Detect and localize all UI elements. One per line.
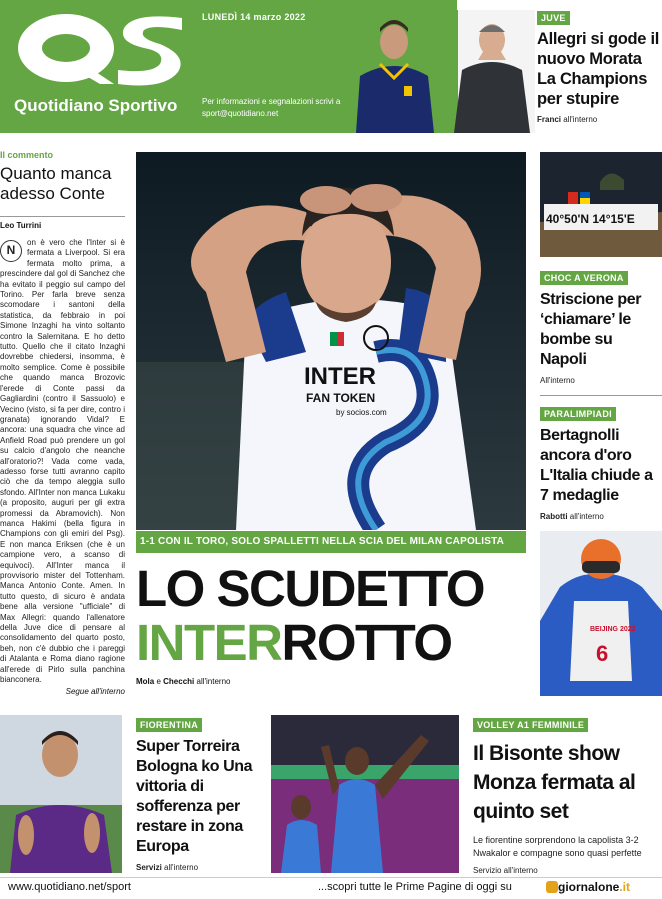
verona-title: Striscione per ‘chiamare’ le bombe su Napoli bbox=[540, 291, 642, 368]
editorial-dropcap: N bbox=[0, 240, 22, 262]
juve-tag: JUVE bbox=[537, 11, 570, 25]
volley-title: Il Bisonte show Monza fermata al quinto set bbox=[473, 742, 636, 823]
juventus-players-photo bbox=[350, 10, 535, 133]
footer-site-link[interactable]: www.quotidiano.net/sport bbox=[8, 881, 131, 893]
fiorentina-signature: Servizi all'interno bbox=[136, 863, 199, 872]
verona-tag: CHOC A VERONA bbox=[540, 271, 628, 285]
paralympics-title: Bertagnolli ancora d'oro L'Italia chiude a 7 medaglie bbox=[540, 427, 653, 504]
editorial-title: Quanto manca adesso Conte bbox=[0, 164, 112, 203]
right-column bbox=[540, 152, 662, 700]
main-story-kicker: 1-1 CON IL TORO, SOLO SPALLETTI NELLA SCIA DEL MILAN CAPOLISTA bbox=[136, 531, 526, 553]
headline-green: INTER bbox=[136, 614, 282, 671]
verona-story[interactable] bbox=[540, 268, 662, 385]
verona-banner-photo bbox=[540, 152, 662, 257]
banner-text: 40°50'N 14°15'E bbox=[546, 212, 635, 226]
editorial-column[interactable] bbox=[0, 150, 125, 698]
editorial-text: on è vero che l'Inter si è fermata a Liverpool. Si era fermata molto prima, a prescindere dal gol di Sanchez che ha evitato il peggio sul campo del Torino. Per farla breve senza scomodare i santoni della statistica, da febbraio in poi Simone Inzaghi ha vinto soltanto contro la Salernitana. E ho detto tutto. Quello che il citato Inzaghi dovrebbe chiedersi, insomma, è molto semplice. Come è possibile che quando manca Brozovic l'erede di Conte passi da Gagliardini (contro il Sassuolo) e Vecino (visto, si fa per dire, contro i granata) ignorando Vidal? E ancora: una squadra che vince ad Anfield Road può prendere un gol su calcio d'angolo che neanche all'oratorio?! Vada come vada, adesso forse tutti avranno capito ciò che da tempo aleggia sullo sfondo. All'Inter non manca Lukaku (a proposito, auguri per gli extra promessi da Abramovich). Non manca Hakimi (bella figura in Champions con gli emiri del Psg). E non manca Eriksen (che è un campione vero, a scanso di equivoci). All'Inter manca il provvisorio mister del Tottenham. Manca Antonio Conte. Amen. In tutto questo, di sicuro è andata bene alla versione "ufficiale" di Max Allegri: quando l'allenatore della Juve dice di pensare al consolidamento del quarto posto, beh, non c'è dubbio che i pareggi di Atalanta e Roma diano ragione all'erede di Pirlo sulla panchina bianconera. bbox=[0, 238, 125, 685]
masthead-subtitle: Quotidiano Sportivo bbox=[14, 96, 178, 115]
verona-signature: All'interno bbox=[540, 376, 575, 385]
main-story-signature: Mola e Checchi all'interno bbox=[136, 677, 231, 686]
juve-title: Allegri si gode il nuovo Morata La Champions per stupire bbox=[537, 30, 660, 108]
juve-story[interactable] bbox=[537, 8, 662, 133]
volley-story[interactable] bbox=[473, 715, 662, 875]
paralympics-tag: PARALIMPIADI bbox=[540, 407, 616, 421]
editorial-author: Leo Turrini bbox=[0, 216, 125, 230]
volley-photo bbox=[271, 715, 459, 873]
headline-line1: LO SCUDETTO bbox=[136, 560, 485, 617]
giornalone-logo-icon bbox=[546, 881, 558, 893]
juve-signature: Franci all'interno bbox=[537, 115, 598, 124]
main-story-photo bbox=[136, 152, 526, 530]
fiorentina-player-photo bbox=[0, 715, 122, 873]
volley-signature: Servizio all'interno bbox=[473, 866, 538, 875]
shirt-brand: INTER bbox=[304, 363, 376, 390]
volley-description: Le fiorentine sorprendono la capolista 3-2 Nwakalor e compagne sono quasi perfette bbox=[473, 835, 642, 858]
main-headline[interactable] bbox=[136, 562, 531, 670]
logo-text: QS bbox=[14, 8, 16, 9]
bib-number: 6 bbox=[596, 641, 609, 666]
shirt-sponsor: FAN TOKEN bbox=[306, 391, 376, 405]
volley-tag: VOLLEY A1 FEMMINILE bbox=[473, 718, 588, 732]
footer-promo: ...scopri tutte le Prime Pagine di oggi su bbox=[318, 881, 512, 893]
editorial-follow: Segue all'interno bbox=[65, 687, 125, 697]
issue-date: LUNEDÌ 14 marzo 2022 bbox=[202, 12, 306, 22]
bib-brand: BEIJING 2022 bbox=[590, 626, 636, 633]
giornalone-logo[interactable]: giornalone.it bbox=[558, 880, 631, 894]
paralympics-signature: Rabotti all'interno bbox=[540, 512, 604, 521]
editorial-body bbox=[0, 238, 125, 685]
paralympics-story[interactable] bbox=[540, 404, 662, 521]
fiorentina-title: Super Torreira Bologna ko Una vittoria di sofferenza per restare in zona Europa bbox=[136, 738, 253, 855]
masthead-info: Per informazioni e segnalazioni scrivi a sport@quotidiano.net bbox=[202, 97, 341, 118]
headline-line2 bbox=[136, 616, 531, 670]
fiorentina-story[interactable] bbox=[136, 715, 264, 872]
shirt-sponsor-sub: by socios.com bbox=[336, 408, 387, 417]
qs-logo bbox=[14, 8, 184, 88]
headline-black: ROTTO bbox=[281, 614, 452, 671]
divider bbox=[540, 395, 662, 396]
skier-photo bbox=[540, 531, 662, 696]
fiorentina-tag: FIORENTINA bbox=[136, 718, 202, 732]
editorial-category: Il commento bbox=[0, 150, 54, 160]
